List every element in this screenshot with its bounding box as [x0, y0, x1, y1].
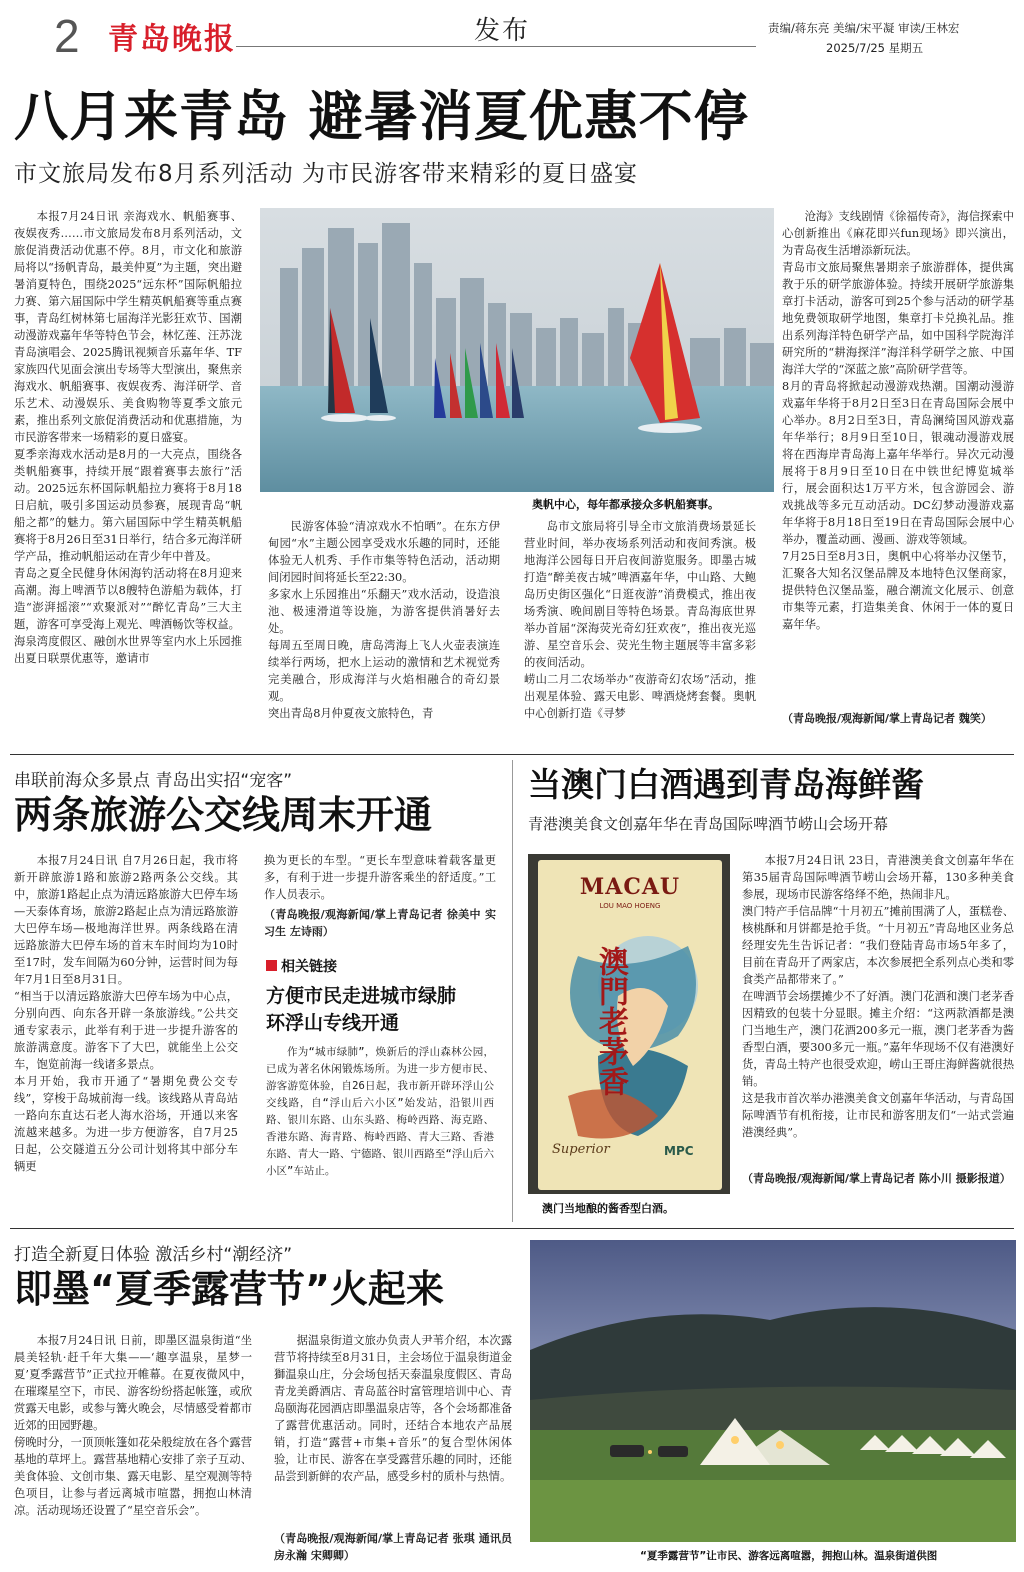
bottle-illustration: [538, 916, 722, 1156]
editor-credits: 责编/蒋东亮 美编/宋平凝 审读/王林宏: [768, 21, 960, 35]
article4-kicker: 打造全新夏日体验 激活乡村“潮经济”: [14, 1245, 293, 1265]
newspaper-logo: 青岛晚报: [108, 22, 236, 57]
column-divider: [512, 760, 513, 1222]
header-divider: [236, 46, 756, 47]
bottle-brand: MACAU: [579, 874, 681, 900]
article1-credit: （青岛晚报/观海新闻/掌上青岛记者 魏笑）: [782, 712, 992, 725]
sailing-photo-image: [260, 208, 774, 492]
article1-column-3: [524, 518, 756, 746]
article1-col4-text: 沧海》支线剧情《徐福传奇》，海信探索中心创新推出《麻花即兴fun现场》即兴演出，为青岛夜生活增添新玩法。 青岛市文旅局聚焦暑期亲子旅游群体，提供寓教于乐的研学旅游体验。持续开展研学旅游集章打卡活动，游客可到25个参与活动的研学基地免费领取研学地图，集章打卡兑换礼品。推出系列海洋特色研学产品，如中国科学院海洋研究所的“耕海探洋”海洋科学研学之旅、中国海洋大学的“深蓝之旅”高阶研学营等。 8月的青岛将掀起动漫游戏热潮。国潮动漫游戏嘉年华将于8月2日至3日在青岛国际会展中心举办。8月2日至3日，青岛澜绮国风游戏嘉年华举行；8月9日至10日，银魂动漫游戏展将在西海岸青岛海上嘉年华举行。异次元动漫展将于8月9日至10日在中铁世纪博览城举行，展会面积达1万平方米，包含游园会、游戏挑战等多元互动活动。DC幻梦动漫游戏嘉年华将于8月18日至19日在青岛国际会展中心举办，覆盖动画、漫画、游戏等领域。 7月25日至8月3日，奥帆中心将举办汉堡节，汇聚各大知名汉堡品牌及本地特色汉堡商家，提供特色汉堡品鉴，融合潮流文化展示、创意市集等元素，打造集美食、休闲于一体的夏日嘉年华。: [782, 210, 1014, 631]
article1-column-1: [14, 208, 242, 746]
article2-column-2: [264, 852, 496, 904]
camping-photo-caption: “夏季露营节”让市民、游客远离喧嚣，拥抱山林。温泉街道供图: [640, 1550, 938, 1562]
article1-col1-text: 本报7月24日讯 亲海戏水、帆船赛事、夜娱夜秀……市文旅局发布8月系列活动，文旅促消费活动优惠不停。8月，市文化和旅游局将以“扬帆青岛，最美仲夏”为主题，突出避暑消夏特色，围绕2025“远东杯”国际帆船拉力赛、第六届国际中学生精英帆船赛等重点赛事，青岛红树林第七届海洋光影狂欢节、国潮动漫游戏嘉年华等特色节会，林忆莲、汪苏泷青岛演唱会、2025腾讯视频音乐嘉年华、TF家族四代见面会演出专场等大型演出，聚焦亲海戏水、帆船赛事、夜娱夜秀、海洋研学、音乐艺术、动漫娱乐、美食购物等夏季文旅元素，推出系列文旅促消费活动和优惠措施，为市民游客带来一场精彩的夏日盛宴。 夏季亲海戏水活动是8月的一大亮点，围绕各类帆船赛事，持续开展“跟着赛事去旅行”活动。2025远东杯国际帆船拉力赛将于8月18日启航，吸引多国运动员参赛，展现青岛“帆船之都”的魅力。第六届国际中学生精英帆船赛将于8月26日至31日举行，结合多元海洋研学产品，推动帆船运动在青少年中普及。 青岛之夏全民健身休闲海钓活动将在8月迎来高潮。海上啤酒节以8艘特色游船为载体，打造“澎湃摇滚”“欢聚派对”“醉忆青岛”三大主题，游客可享受海上观光、啤酒畅饮等权益。 海泉湾度假区、融创水世界等室内水上乐园推出夏日联票优惠等，邀请市: [14, 210, 242, 665]
article3-body-text: 本报7月24日讯 23日，青港澳美食文创嘉年华在第35届青岛国际啤酒节崂山会场开幕，130多种美食参展，现场市民游客络绎不绝，热闹非凡。 澳门特产手信品牌“十月初五”摊前围满了人，蛋糕卷、核桃酥和月饼都是抢手货。“十月初五”青岛地区业务总经理安先生告诉记者：“我们登陆青岛市场5年多了，目前在青岛开了两家店，本次参展把全系列点心类和零食类产品都带来了。” 在啤酒节会场摆摊少不了好酒。澳门花酒和澳门老茅香因精致的包装十分显眼。摊主介绍：“这两款酒都是澳门当地生产，澳门花酒200多元一瓶，澳门老茅香为酱香型白酒，要300多元一瓶。”嘉年华现场不仅有港澳好货，青岛土特产也很受欢迎，崂山王哥庄海鲜酱就很热销。 这是我市首次举办港澳美食文创嘉年华活动，与青岛国际啤酒节有机衔接，让市民和游客朋友们“一站式尝遍港澳经典”。: [742, 854, 1014, 1139]
article1-subheadline: 市文旅局发布8月系列活动 为市民游客带来精彩的夏日盛宴: [14, 161, 638, 187]
camping-photo-image: [530, 1240, 1016, 1542]
baijiu-photo-caption: 澳门当地酿的酱香型白酒。: [542, 1202, 674, 1215]
related-body: [266, 1044, 494, 1220]
article3-body: [742, 852, 1014, 1170]
related-body-text: 作为“城市绿肺”，焕新后的浮山森林公园，已成为著名休闲锻炼场所。为进一步方便市民、游客游览体验，自26日起，我市新开辟环浮山公交线路，自“浮山后六小区”始发站，沿银川西路、银川东路、山东头路、梅岭西路、海克路、香港东路、海青路、梅岭西路、青大三路、香港东路、青大一路、宁德路、银川西路至“浮山后六小区”车站止。: [266, 1046, 494, 1177]
sailing-photo: [260, 208, 774, 492]
article2-col1-text: 本报7月24日讯 自7月26日起，我市将新开辟旅游1路和旅游2路两条公交线。其中，旅游1路起止点为清远路旅游大巴停车场—天泰体育场，旅游2路起止点为清远路旅游大巴停车场—极地海洋世界。两条线路在清远路旅游大巴停车场的首末车时间均为10时至17时，发车间隔为60分钟，运营时间为每年7月1日至8月31日。 “相当于以清远路旅游大巴停车场为中心点，分别向西、向东各开辟一条旅游线。”公共交通专家表示，此举有利于进一步提升游客的旅游满意度。游客下了大巴，就能坐上公交车，饱览前海一线诸多景点。 本月开始，我市开通了“暑期免费公交专线”，穿梭于岛城前海一线。该线路从青岛站一路向东直达石老人海水浴场，开通以来客流越来越多。为进一步方便游客，自7月25日起，公交隧道五分公司计划将其中部分车辆更: [14, 854, 238, 1173]
article2-kicker: 串联前海众多景点 青岛出实招“宠客”: [14, 771, 293, 791]
article1-column-4: [782, 208, 1014, 710]
article3-subheadline: 青港澳美食文创嘉年华在青岛国际啤酒节崂山会场开幕: [528, 815, 889, 833]
article2-credit: （青岛晚报/观海新闻/掌上青岛记者 徐美中 实习生 左诗雨）: [264, 908, 496, 938]
article2-col2-text: 换为更长的车型。“更长车型意味着载客量更多，有利于进一步提升游客乘坐的舒适度。”工作人员表示。: [264, 854, 496, 901]
article1-col3-text: 岛市文旅局将引导全市文旅消费场景延长营业时间，举办夜场系列活动和夜间秀演。极地海洋公园每日开启夜间游览服务。即墨古城打造“醉美夜古城”啤酒嘉年华，中山路、大鲍岛历史街区强化“日逛夜游”消费模式，推出夜场秀演、晚间剧目等特色场景。青岛海底世界举办首届“深海荧光奇幻狂欢夜”，推出夜光巡游、星空音乐会、荧光生物主题展等丰富多彩的夜间活动。 崂山二月二农场举办“夜游奇幻农场”活动，推出观星体验、露天电影、啤酒烧烤套餐。奥帆中心创新打造《寻梦: [524, 520, 756, 720]
bottle-subtitle: LOU MAO HOENG: [599, 902, 661, 910]
related-headline-line2: 环浮山专线开通: [266, 1012, 400, 1034]
article4-credit: （青岛晚报/观海新闻/掌上青岛记者 张琪 通讯员 房永瀚 宋卿卿）: [274, 1532, 512, 1562]
red-square-icon: [266, 960, 277, 971]
issue-date: 2025/7/25 星期五: [826, 41, 924, 55]
article3-divider: [10, 1228, 1014, 1229]
article3-headline: 当澳门白酒遇到青岛海鲜酱: [528, 765, 924, 804]
related-headline-line1: 方便市民走进城市绿肺: [266, 985, 457, 1007]
related-link-tag: [266, 956, 337, 976]
article1-col2-text: 民游客体验“清凉戏水不怕晒”。在东方伊甸园“水”主题公园享受戏水乐趣的同时，还能体验无人机秀、手作市集等特色活动，活动期间闭园时间将延长至22:30。 多家水上乐园推出“乐翻天”戏水活动，设造浪池、极速滑道等设施，为游客提供消暑好去处。 每周五至周日晚，唐岛湾海上飞人火壶表演连续举行两场，把水上运动的激情和艺术视觉秀完美融合，形成海洋与火焰相融合的奇幻景观。 突出青岛8月仲夏夜文旅特色，青: [268, 520, 500, 720]
camping-photo: [530, 1240, 1016, 1542]
article3-credit: （青岛晚报/观海新闻/掌上青岛记者 陈小川 摄影报道）: [742, 1172, 1011, 1185]
article1-column-2: [268, 518, 500, 746]
baijiu-box: [538, 860, 722, 1190]
sailing-photo-caption: 奥帆中心，每年都承接众多帆船赛事。: [532, 498, 719, 511]
baijiu-photo: [528, 854, 730, 1194]
bottle-title: 澳門老茅香: [593, 946, 628, 1096]
related-link-label: 相关链接: [281, 959, 337, 975]
bottle-series: Superior: [552, 1142, 610, 1157]
article4-col2-text: 据温泉街道文旅办负责人尹苇介绍，本次露营节将持续至8月31日，主会场位于温泉街道金獅温泉山庄，分会场包括天泰温泉度假区、青岛青龙美爵酒店、青岛蓝谷时富管理培训中心、青岛颐海花园酒店即墨温泉店等，各个会场都准备了露营优惠活动。同时，还结合本地农产品展销，打造“露营+市集+音乐”的复合型休闲体验，让市民、游客在享受露营乐趣的同时，还能品尝到新鲜的农产品，感受乡村的质朴与热情。: [274, 1334, 512, 1483]
bottle-logo: MPC: [664, 1144, 694, 1158]
section-title: 发布: [474, 16, 531, 46]
article4-headline: 即墨“夏季露营节”火起来: [14, 1267, 444, 1311]
article4-col1-text: 本报7月24日讯 日前，即墨区温泉街道“坐晨美轻轨·赶千年大集——‘趣享温泉，星梦一夏’夏季露营节”正式拉开帷幕。在夏夜微风中，在璀璨星空下，市民、游客纷纷搭起帐篷，或欣赏露天电影，或参与篝火晚会，尽情感受着都市近郊的田园野趣。 傍晚时分，一顶顶帐篷如花朵般绽放在各个露营基地的草坪上。露营基地精心安排了亲子互动、美食体验、文创市集、露天电影、星空观测等特色项目，让参与者远离城市喧嚣，拥抱山林清凉。活动现场还设置了“星空音乐会”。: [14, 1334, 252, 1517]
article1-headline: 八月来青岛 避暑消夏优惠不停: [14, 85, 749, 148]
article2-column-1: [14, 852, 238, 1220]
article4-column-1: [14, 1332, 252, 1564]
article1-divider: [10, 754, 1014, 755]
article2-headline: 两条旅游公交线周末开通: [14, 793, 433, 837]
article4-column-2: [274, 1332, 512, 1528]
page-number: 2: [54, 10, 80, 62]
